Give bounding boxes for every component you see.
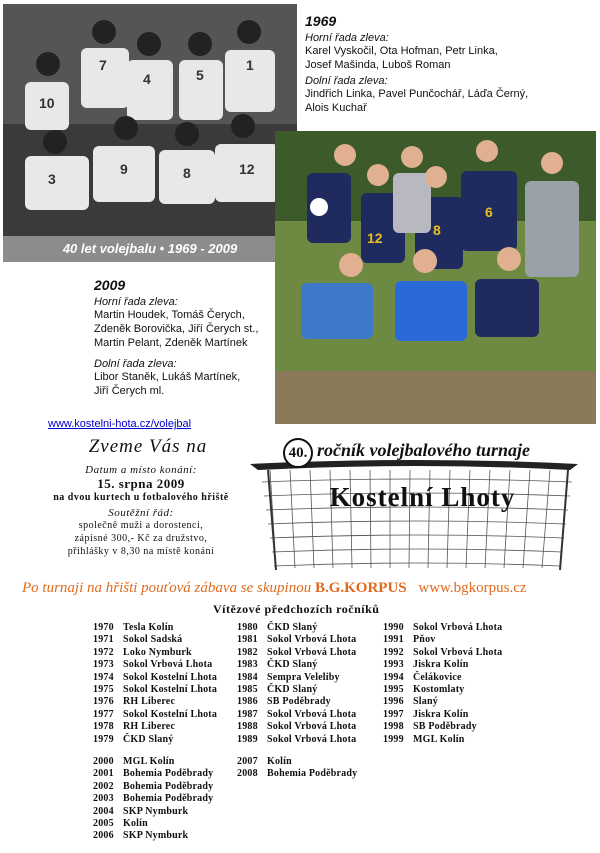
winner-year: 1971 <box>93 634 114 646</box>
winner-year: 2000 <box>93 756 114 767</box>
winner-row <box>93 647 217 659</box>
winner-year: 1972 <box>93 646 114 658</box>
winner-row <box>237 734 356 746</box>
caption-1969-top-heading: Horní řada zleva: <box>305 32 389 44</box>
winner-year: 1996 <box>383 696 404 708</box>
winner-year: 2004 <box>93 805 114 817</box>
winner-team: ČKD Slaný <box>267 622 318 633</box>
rules-line-3: přihlášky v 8,30 na místě konání <box>67 546 215 557</box>
winner-row <box>383 684 502 696</box>
winner-team: Čelákovice <box>413 671 462 683</box>
svg-text:1: 1 <box>246 57 254 73</box>
winner-year: 1975 <box>93 683 114 695</box>
winner-row <box>237 709 356 721</box>
winner-row <box>93 721 217 733</box>
winner-team: Bohemia Poděbrady <box>267 768 358 780</box>
winner-row <box>237 622 356 634</box>
winner-row <box>93 781 213 793</box>
winner-year: 2003 <box>93 793 114 805</box>
winner-year: 1979 <box>93 733 114 745</box>
winner-team: Slaný <box>413 696 438 708</box>
event-date: 15. srpna 2009 <box>97 476 185 491</box>
caption-2009-bottom-names-1: Libor Staněk, Lukáš Martínek, <box>94 371 241 383</box>
winner-row <box>237 634 356 646</box>
winner-team: Kostomlaty <box>413 683 465 695</box>
winner-year: 2001 <box>93 768 114 780</box>
winner-row <box>237 721 356 733</box>
winner-year: 1983 <box>237 659 258 671</box>
svg-text:8: 8 <box>433 222 441 238</box>
winner-year: 1977 <box>93 708 114 720</box>
website-link[interactable]: www.kostelni-hota.cz/volejbal <box>48 418 192 430</box>
tournament-place: Kostelní Lhoty <box>329 482 516 512</box>
winner-team: Sokol Kostelní Lhota <box>123 683 218 695</box>
winners-column-2007-2008 <box>237 756 357 781</box>
winner-team: RH Liberec <box>123 696 176 708</box>
svg-text:6: 6 <box>485 204 493 220</box>
winner-row <box>93 806 213 818</box>
winner-team: Sokol Vrbová Lhota <box>267 708 357 720</box>
winner-year: 1985 <box>237 683 258 695</box>
caption-2009-bottom-heading: Dolní řada zleva: <box>94 358 177 370</box>
winner-team: ČKD Slaný <box>267 683 318 695</box>
winner-team: Sokol Vrbová Lhota <box>413 622 503 633</box>
team-photo-2009 <box>275 131 596 424</box>
winner-row <box>383 709 502 721</box>
winner-year: 2002 <box>93 780 114 792</box>
winner-team: Sokol Kostelní Lhota <box>123 671 218 683</box>
winner-year: 2005 <box>93 817 114 829</box>
invitation-title: Zveme Vás na <box>88 436 208 457</box>
winner-team: Kolín <box>123 817 148 829</box>
svg-text:10: 10 <box>39 95 55 111</box>
winner-row <box>383 696 502 708</box>
caption-2009-top-names-2: Zdeněk Borovička, Jiří Čerych st., <box>94 323 259 335</box>
winner-team: Kolín <box>267 756 292 767</box>
winner-year: 1982 <box>237 646 258 658</box>
winner-row <box>237 672 356 684</box>
rules-label: Soutěžní řád: <box>108 507 174 519</box>
winner-team: Bohemia Poděbrady <box>123 793 214 805</box>
caption-2009-top-names-1: Martin Houdek, Tomáš Čerych, <box>94 309 245 321</box>
winner-year: 1988 <box>237 721 258 733</box>
winner-team: ČKD Slaný <box>267 659 318 671</box>
caption-1969-bottom-names-1: Jindřich Linka, Pavel Punčochář, Láďa Černý, <box>305 88 529 100</box>
caption-2009-bottom-names-2: Jiří Čerych ml. <box>94 385 165 397</box>
caption-2009-year: 2009 <box>94 277 126 293</box>
winner-team: Sokol Vrbová Lhota <box>267 721 357 733</box>
caption-1969-bottom-heading: Dolní řada zleva: <box>305 75 388 87</box>
winners-column-2000s <box>93 756 213 843</box>
winner-team: SB Poděbrady <box>413 721 477 733</box>
winner-team: Sokol Kostelní Lhota <box>123 708 218 720</box>
winner-year: 1976 <box>93 696 114 708</box>
tournament-title: ročník volejbalového turnaje <box>317 440 530 460</box>
winner-row <box>383 634 502 646</box>
volleyball-net-graphic <box>248 460 583 572</box>
winner-team: Sempra Veleliby <box>267 671 340 683</box>
winner-year: 1974 <box>93 671 114 683</box>
date-label: Datum a místo konání: <box>85 464 197 476</box>
winner-year: 1992 <box>383 646 404 658</box>
winner-row <box>93 696 217 708</box>
winner-row <box>93 793 213 805</box>
rules-line-2: zápisné 300,- Kč za družstvo, <box>74 533 208 544</box>
winner-team: Bohemia Poděbrady <box>123 768 214 780</box>
winner-team: Tesla Kolín <box>123 622 174 633</box>
winner-row <box>237 647 356 659</box>
winner-row <box>93 659 217 671</box>
winner-team: MGL Kolín <box>123 756 175 767</box>
photo-1969-image <box>3 4 297 262</box>
winner-row <box>93 672 217 684</box>
winner-row <box>93 634 217 646</box>
winner-team: Pňov <box>413 634 436 646</box>
winner-year: 2007 <box>237 756 258 767</box>
party-url[interactable]: www.bgkorpus.cz <box>418 580 527 596</box>
winner-team: Jiskra Kolín <box>413 659 469 671</box>
winner-row <box>93 709 217 721</box>
caption-1969-top-names-1: Karel Vyskočil, Ota Hofman, Petr Linka, <box>305 45 498 57</box>
rules-line-1: společně muži a dorostenci, <box>78 520 204 531</box>
winner-year: 2008 <box>237 768 258 780</box>
caption-1969 <box>305 13 595 115</box>
winner-year: 1993 <box>383 659 404 671</box>
winner-row <box>237 696 356 708</box>
svg-text:12: 12 <box>239 161 255 177</box>
invitation-block <box>0 436 282 558</box>
after-party-line <box>22 580 582 597</box>
photo-2009-image <box>275 131 596 424</box>
winner-team: SKP Nymburk <box>123 830 189 842</box>
winner-team: Sokol Vrbová Lhota <box>267 733 357 745</box>
winner-team: SB Poděbrady <box>267 696 331 708</box>
event-place: na dvou kurtech u fotbalového hřiště <box>53 492 229 503</box>
winner-team: Sokol Vrbová Lhota <box>267 634 357 646</box>
winners-column-1970s <box>93 622 217 746</box>
winner-year: 1978 <box>93 721 114 733</box>
svg-text:7: 7 <box>99 57 107 73</box>
winners-title: Vítězové předchozích ročníků <box>213 602 380 616</box>
svg-text:8: 8 <box>183 165 191 181</box>
caption-2009-top-heading: Horní řada zleva: <box>94 296 178 308</box>
winner-row <box>237 768 357 780</box>
winner-year: 1981 <box>237 634 258 646</box>
winner-row <box>237 659 356 671</box>
winner-team: SKP Nymburk <box>123 805 189 817</box>
caption-2009-top-names-3: Martin Pelant, Zdeněk Martínek <box>94 337 248 349</box>
party-text: Po turnaji na hřišti pouťová zábava se skupinou <box>22 580 312 596</box>
winner-year: 1986 <box>237 696 258 708</box>
winner-year: 1995 <box>383 683 404 695</box>
svg-text:5: 5 <box>196 67 204 83</box>
winner-year: 1994 <box>383 671 404 683</box>
winner-team: Sokol Vrbová Lhota <box>267 646 357 658</box>
winner-row <box>93 734 217 746</box>
winner-row <box>93 756 213 768</box>
winner-team: Loko Nymburk <box>123 646 192 658</box>
winner-row <box>237 684 356 696</box>
round-number-badge: 40. <box>283 438 313 468</box>
winners-column-1990s <box>383 622 502 746</box>
caption-1969-top-names-2: Josef Mašinda, Luboš Roman <box>305 59 451 71</box>
svg-text:12: 12 <box>367 230 383 246</box>
winner-team: Sokol Vrbová Lhota <box>413 646 503 658</box>
winner-team: RH Liberec <box>123 721 176 733</box>
winner-row <box>383 659 502 671</box>
svg-text:9: 9 <box>120 161 128 177</box>
svg-text:4: 4 <box>143 71 151 87</box>
winner-row <box>93 684 217 696</box>
winner-team: MGL Kolín <box>413 733 465 745</box>
photo-1969-caption: 40 let volejbalu • 1969 - 2009 <box>3 236 297 262</box>
winner-row <box>383 734 502 746</box>
caption-1969-bottom-names-2: Alois Kuchař <box>305 102 367 114</box>
party-band: B.G.KORPUS <box>314 580 407 596</box>
winner-year: 1970 <box>93 622 114 633</box>
svg-text:3: 3 <box>48 171 56 187</box>
winner-row <box>237 756 357 768</box>
winner-team: ČKD Slaný <box>123 733 174 745</box>
winner-year: 1999 <box>383 733 404 745</box>
team-photo-1969 <box>3 4 297 262</box>
winner-year: 1990 <box>383 622 404 633</box>
winner-team: Sokol Sadská <box>123 634 183 646</box>
winner-row <box>383 672 502 684</box>
winner-year: 1998 <box>383 721 404 733</box>
winner-row <box>383 721 502 733</box>
caption-1969-year: 1969 <box>305 13 337 29</box>
winner-team: Sokol Vrbová Lhota <box>123 659 213 671</box>
winner-year: 1984 <box>237 671 258 683</box>
winner-row <box>93 830 213 842</box>
winner-year: 1980 <box>237 622 258 633</box>
caption-2009 <box>94 277 274 398</box>
winner-year: 1991 <box>383 634 404 646</box>
winner-row <box>383 647 502 659</box>
winner-team: Bohemia Poděbrady <box>123 780 214 792</box>
winner-row <box>93 622 217 634</box>
winner-row <box>383 622 502 634</box>
winner-year: 1997 <box>383 708 404 720</box>
winner-year: 1973 <box>93 659 114 671</box>
winner-year: 1987 <box>237 708 258 720</box>
winner-year: 1989 <box>237 733 258 745</box>
winners-column-1980s <box>237 622 356 746</box>
winner-team: Jiskra Kolín <box>413 708 469 720</box>
winner-row <box>93 818 213 830</box>
winner-year: 2006 <box>93 830 114 842</box>
winner-row <box>93 768 213 780</box>
